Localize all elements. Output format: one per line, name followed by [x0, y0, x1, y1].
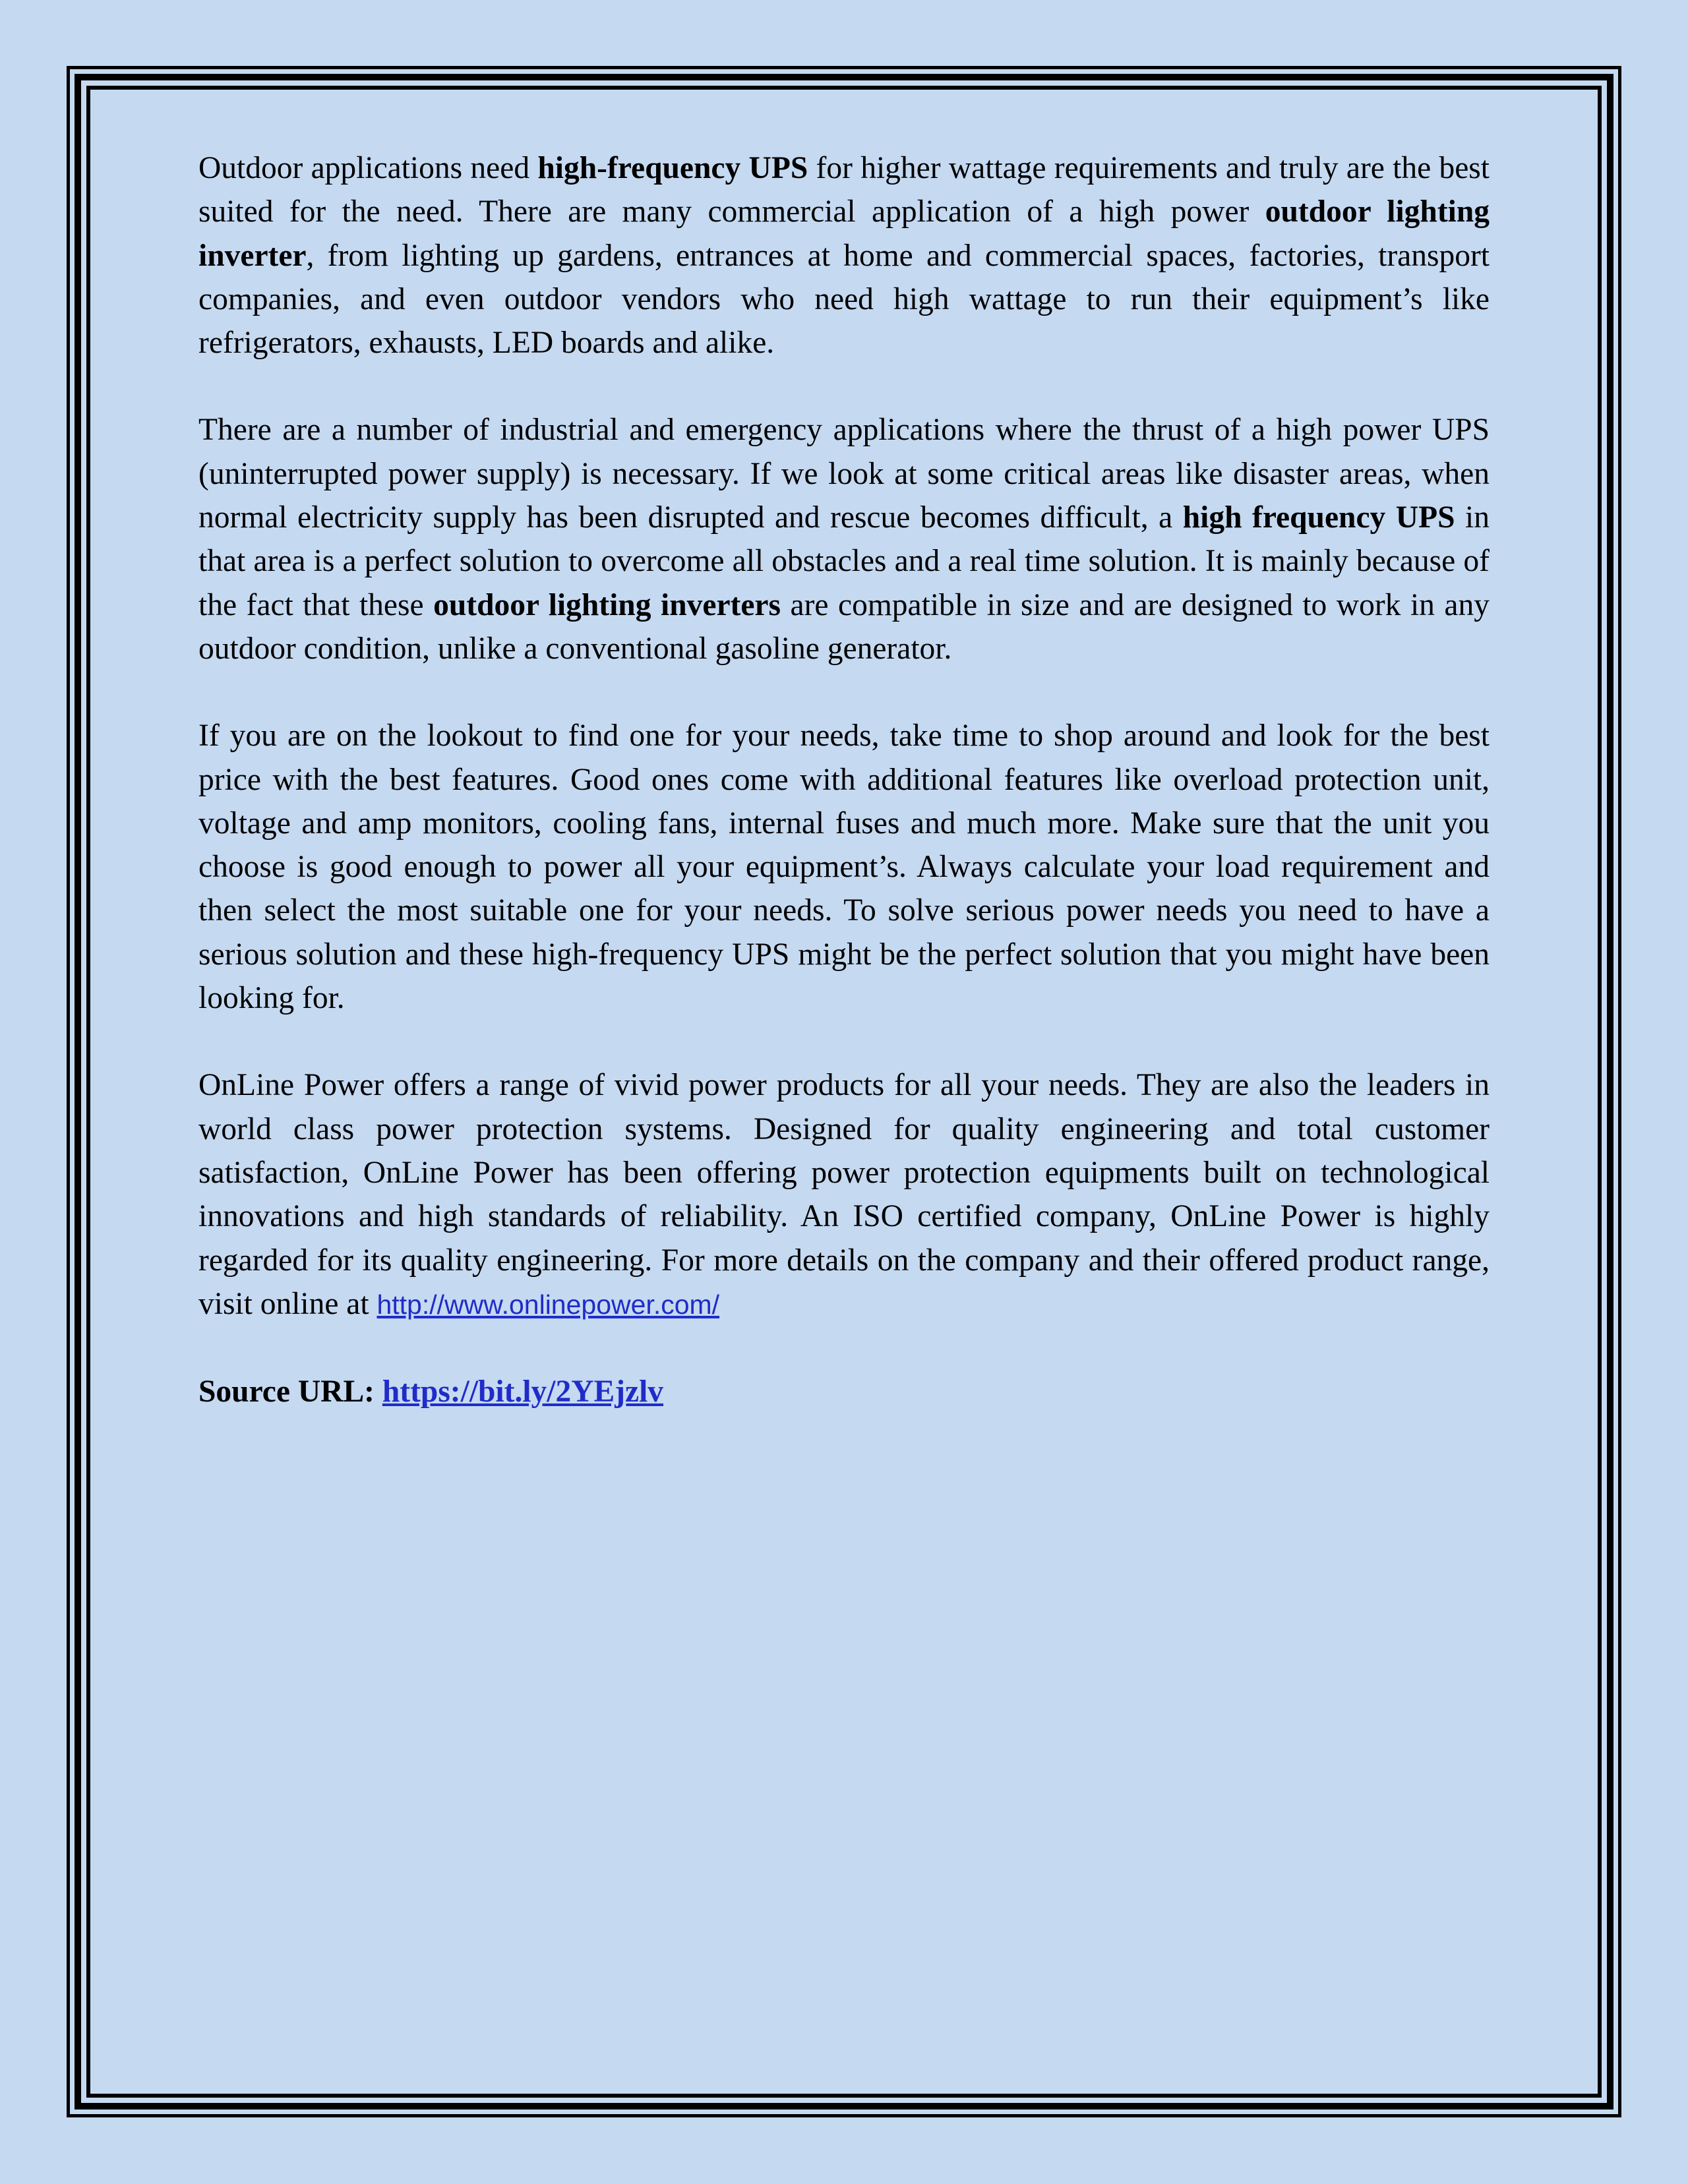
paragraph-2-bold-b: outdoor lighting inverters [433, 587, 781, 622]
paragraph-2-bold-a: high frequency UPS [1182, 500, 1455, 535]
paragraph-1-text-a: Outdoor applications need [198, 151, 538, 185]
paragraph-1-bold-b: outdoor lighting inverter [198, 194, 1490, 273]
paragraph-1-bold-a: high-frequency UPS [537, 151, 808, 185]
paragraph-1-text-c: , from lighting up gardens, entrances at home and commercial spaces, factories, transport companies, and even outdoor vendors who need high wattage to run their equipment’s like refrigerators, exhausts, LED boards and alike. [198, 238, 1490, 361]
paragraph-1 [198, 146, 1490, 365]
source-url-label: Source URL: [198, 1374, 382, 1409]
paragraph-2-text-b: in that area is a perfect solution to overcome all obstacles and a real time solution. It is mainly because of the fact that these [198, 500, 1490, 622]
source-url-line [198, 1370, 1490, 1413]
paragraph-1-text-b: for higher wattage requirements and truly are the best suited for the need. There are many commercial application of a high power [198, 151, 1490, 229]
onlinepower-link[interactable]: http://www.onlinepower.com/ [377, 1289, 720, 1320]
source-url-link[interactable]: https://bit.ly/2YEjzlv [382, 1374, 664, 1409]
paragraph-4-text: OnLine Power offers a range of vivid power products for all your needs. They are also the leaders in world class power protection systems. Designed for quality engineering and total customer satisfaction, OnLine Power has been offering power protection equipments built on technological innovations and high standards of reliability. An ISO certified company, OnLine Power is highly regarded for its quality engineering. For more details on the company and their offered product range, visit online at [198, 1068, 1490, 1321]
paragraph-2 [198, 408, 1490, 670]
paragraph-3: If you are on the lookout to find one for your needs, take time to shop around and look for the best price with the best features. Good ones come with additional features like overload protection unit, voltage and amp monitors, cooling fans, internal fuses and much more. Make sure that the unit you choose is good enough to power all your equipment’s. Always calculate your load requirement and then select the most suitable one for your needs. To solve serious power needs you need to have a serious solution and these high-frequency UPS might be the perfect solution that you might have been looking for. [198, 719, 1490, 1016]
paragraph-2-text-a: There are a number of industrial and emergency applications where the thrust of a high power UPS (uninterrupted power supply) is necessary. If we look at some critical areas like disaster areas, when normal electricity supply has been disrupted and rescue becomes difficult, a [198, 413, 1490, 535]
paragraph-2-text-c: are compatible in size and are designed to work in any outdoor condition, unlike a conventional gasoline generator. [198, 587, 1490, 666]
document-body [198, 146, 1490, 1457]
paragraph-4 [198, 1063, 1490, 1326]
